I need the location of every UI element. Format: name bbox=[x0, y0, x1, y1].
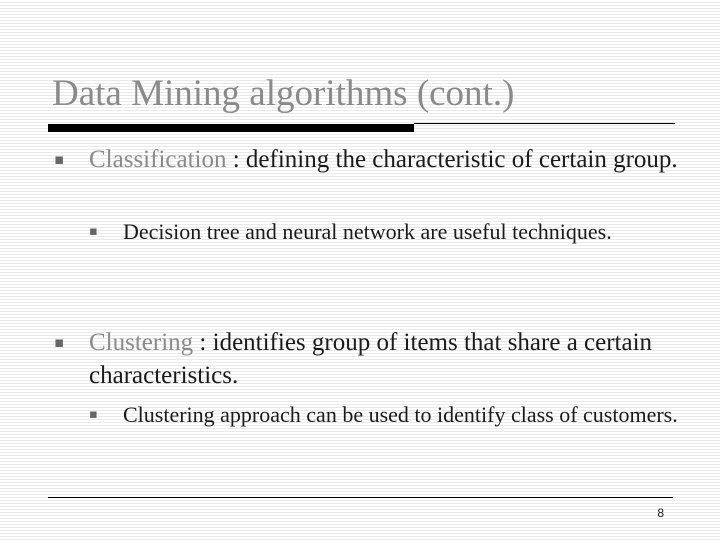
square-bullet-icon: ▪ bbox=[89, 224, 98, 239]
bullet-text: : defining the characteristic of certain group. bbox=[226, 146, 678, 173]
bullet-classification bbox=[54, 143, 689, 176]
square-bullet-icon: ▪ bbox=[89, 407, 98, 422]
title-underline-thin bbox=[414, 123, 675, 124]
bullet-term: Clustering bbox=[89, 329, 194, 356]
bullet-term: Classification bbox=[89, 146, 227, 173]
page-number: 8 bbox=[657, 506, 664, 520]
title-underline-thick bbox=[48, 124, 414, 132]
square-bullet-icon: ▪ bbox=[54, 333, 65, 351]
sub-bullet-clustering-approach bbox=[89, 399, 683, 430]
slide-title: Data Mining algorithms (cont.) bbox=[52, 73, 515, 114]
sub-bullet-decision-tree bbox=[89, 216, 683, 247]
sub-bullet-text: Decision tree and neural network are useful techniques. bbox=[123, 219, 612, 244]
footer-rule bbox=[48, 497, 673, 498]
sub-bullet-text: Clustering approach can be used to identify class of customers. bbox=[123, 402, 678, 427]
bullet-clustering bbox=[54, 326, 689, 392]
bullet-text: : identifies group of items that share a certain characteristics. bbox=[89, 329, 653, 389]
square-bullet-icon: ▪ bbox=[54, 150, 65, 168]
